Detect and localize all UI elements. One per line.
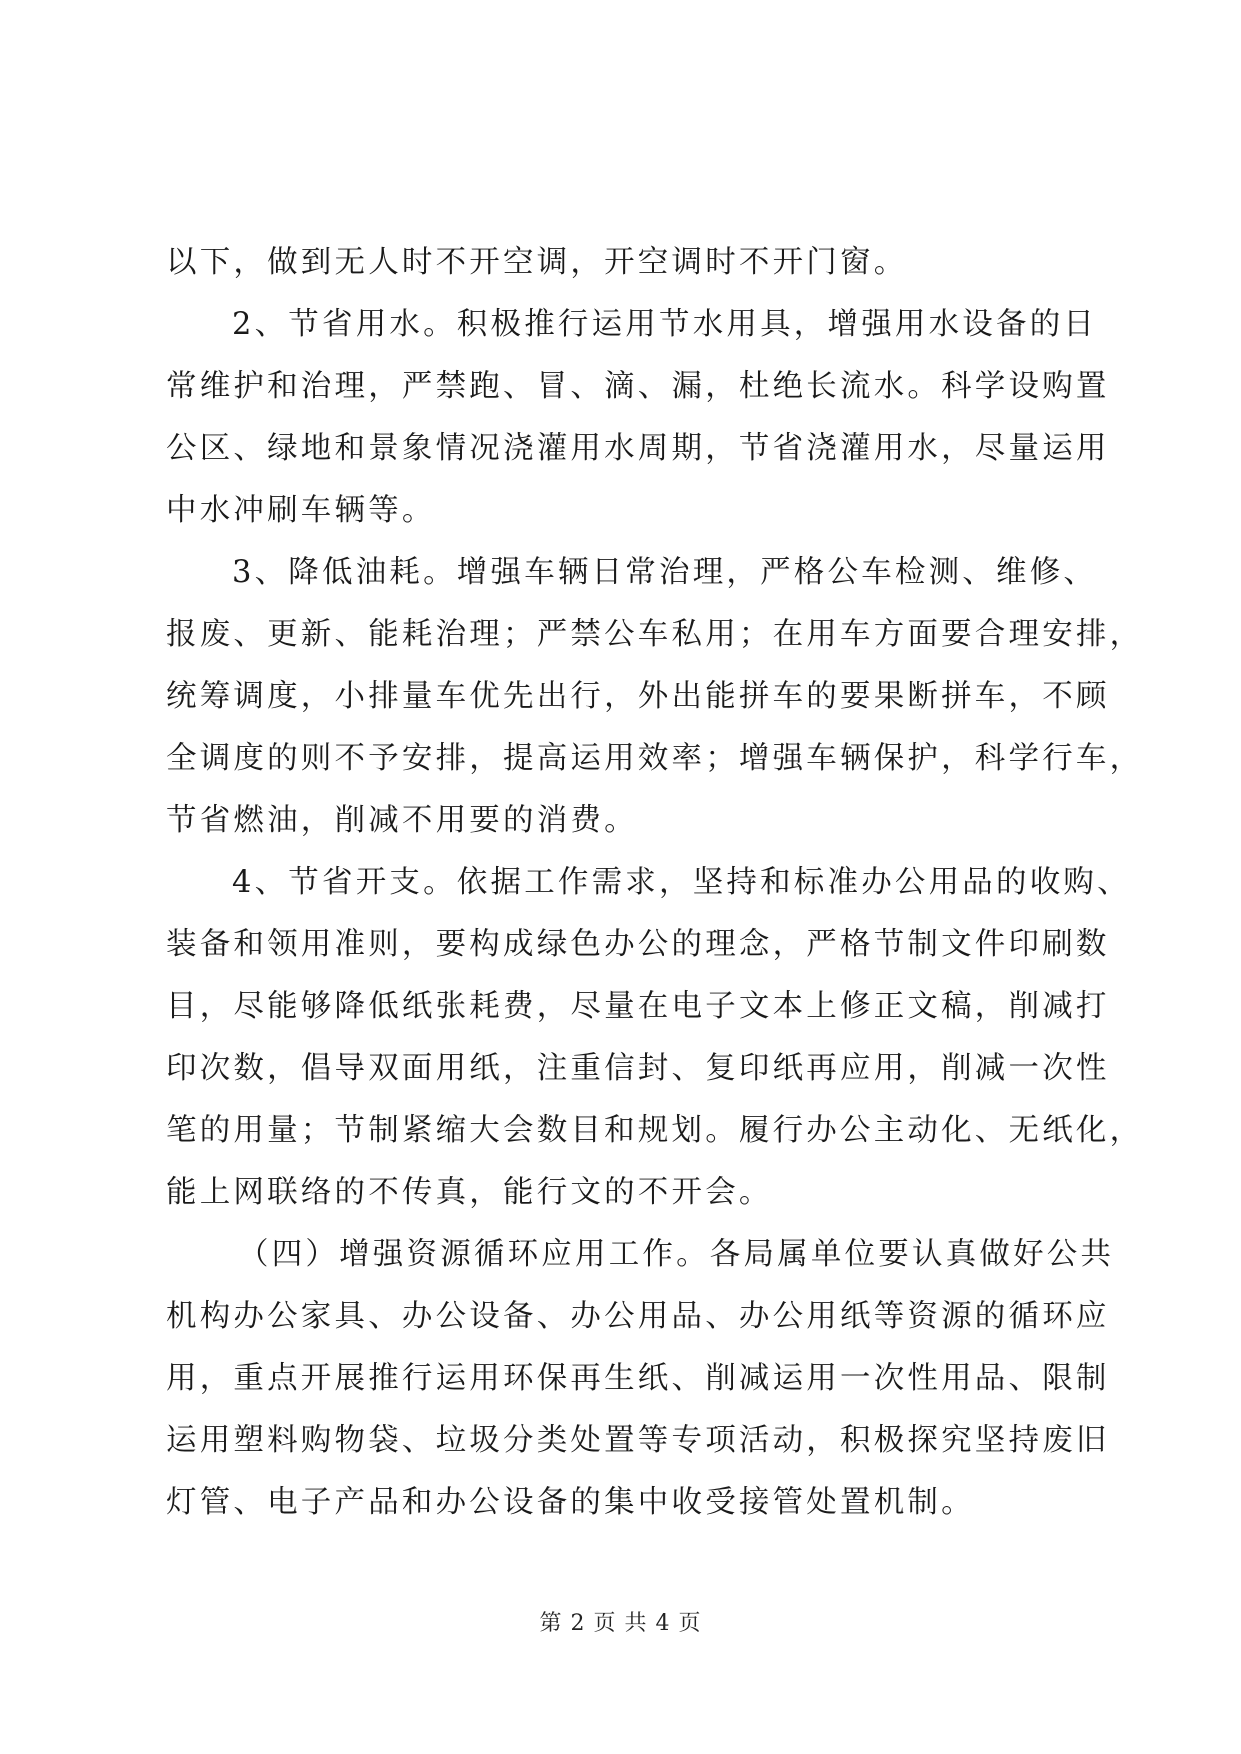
text-line: 目，尽能够降低纸张耗费，尽量在电子文本上修正文稿，削减打 (166, 989, 1110, 1024)
text-line: 以下，做到无人时不开空调，开空调时不开门窗。 (166, 245, 908, 280)
text-line: 报废、更新、能耗治理；严禁公车私用；在用车方面要合理安排， (166, 617, 1144, 652)
text-line: （四）增强资源循环应用工作。各局属单位要认真做好公共 (238, 1237, 1115, 1272)
text-line: 公区、绿地和景象情况浇灌用水周期，节省浇灌用水，尽量运用 (166, 431, 1110, 466)
text-line: 2、节省用水。积极推行运用节水用具，增强用水设备的日 (232, 307, 1098, 342)
text-line: 4、节省开支。依据工作需求，坚持和标准办公用品的收购、 (232, 865, 1131, 900)
text-line: 中水冲刷车辆等。 (166, 493, 436, 528)
text-line: 运用塑料购物袋、垃圾分类处置等专项活动，积极探究坚持废旧 (166, 1423, 1110, 1458)
body-text (166, 232, 1144, 1534)
text-line: 统筹调度，小排量车优先出行，外出能拼车的要果断拼车，不顾 (166, 679, 1110, 714)
text-line: 笔的用量；节制紧缩大会数目和规划。履行办公主动化、无纸化， (166, 1113, 1144, 1148)
text-line: 全调度的则不予安排，提高运用效率；增强车辆保护，科学行车， (166, 741, 1144, 776)
text-line: 常维护和治理，严禁跑、冒、滴、漏，杜绝长流水。科学设购置 (166, 369, 1110, 404)
text-line: 装备和领用准则，要构成绿色办公的理念，严格节制文件印刷数 (166, 927, 1110, 962)
text-line: 能上网联络的不传真，能行文的不开会。 (166, 1175, 773, 1210)
page-footer: 第 2 页 共 4 页 (539, 1611, 702, 1636)
text-line: 机构办公家具、办公设备、办公用品、办公用纸等资源的循环应 (166, 1299, 1110, 1334)
text-line: 灯管、电子产品和办公设备的集中收受接管处置机制。 (166, 1485, 975, 1520)
text-line: 3、降低油耗。增强车辆日常治理，严格公车检测、维修、 (232, 555, 1098, 590)
text-line: 用，重点开展推行运用环保再生纸、削减运用一次性用品、限制 (166, 1361, 1110, 1396)
text-line: 节省燃油，削减不用要的消费。 (166, 803, 638, 838)
text-line: 印次数，倡导双面用纸，注重信封、复印纸再应用，削减一次性 (166, 1051, 1110, 1086)
